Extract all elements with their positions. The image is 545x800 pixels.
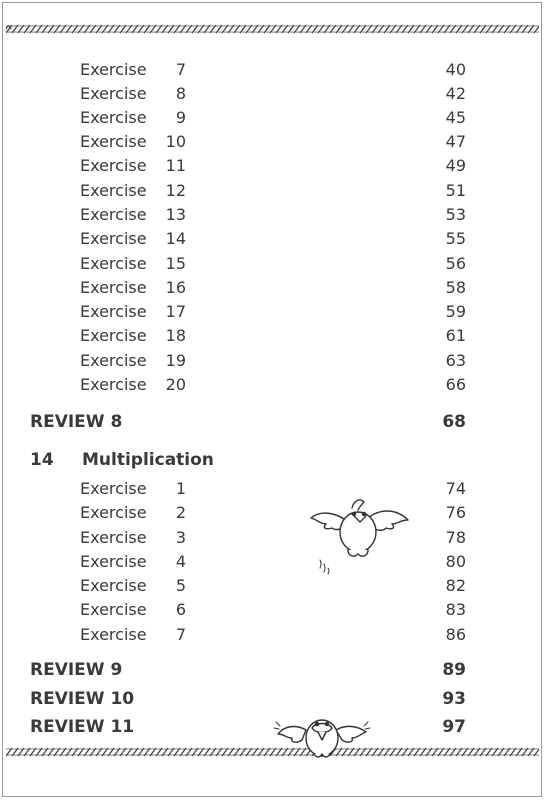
flying-bird-icon: [308, 494, 413, 584]
exercise-label: Exercise: [80, 503, 147, 522]
exercise-label: Exercise: [80, 600, 147, 619]
toc-row[interactable]: [0, 349, 545, 373]
exercise-number: 7: [175, 60, 186, 79]
page-number: 45: [445, 108, 466, 127]
exercise-number: 16: [165, 278, 186, 297]
exercise-label: Exercise: [80, 254, 147, 273]
page-number: 53: [445, 205, 466, 224]
exercise-label: Exercise: [80, 132, 147, 151]
exercise-number: 6: [175, 600, 186, 619]
toc-row[interactable]: [0, 574, 545, 598]
exercise-number: 14: [165, 229, 186, 248]
page-number: 55: [445, 229, 466, 248]
page-number: 51: [445, 181, 466, 200]
exercise-label: Exercise: [80, 302, 147, 321]
exercise-label: Exercise: [80, 60, 147, 79]
exercise-label: Exercise: [80, 205, 147, 224]
chapter-title: Multiplication: [82, 450, 214, 470]
exercise-label: Exercise: [80, 375, 147, 394]
review-title: REVIEW 8: [30, 412, 123, 432]
toc-row[interactable]: [0, 154, 545, 178]
chapter-number: 14: [30, 450, 54, 470]
toc-row[interactable]: [0, 252, 545, 276]
exercise-label: Exercise: [80, 156, 147, 175]
rope-border-top: [6, 22, 539, 36]
page-number: 76: [445, 503, 466, 522]
exercise-number: 4: [175, 552, 186, 571]
page-number: 42: [445, 84, 466, 103]
exercise-number: 12: [165, 181, 186, 200]
toc-row[interactable]: [0, 526, 545, 550]
toc-row[interactable]: [0, 324, 545, 348]
toc-row[interactable]: [0, 598, 545, 622]
page-number: 63: [445, 351, 466, 370]
review-title: REVIEW 11: [30, 717, 135, 737]
page-number: 58: [445, 278, 466, 297]
exercise-number: 18: [165, 326, 186, 345]
page-number: 59: [445, 302, 466, 321]
review-title: REVIEW 10: [30, 689, 135, 709]
exercise-number: 19: [165, 351, 186, 370]
toc-row[interactable]: [0, 300, 545, 324]
exercise-number: 9: [175, 108, 186, 127]
exercise-number: 5: [175, 576, 186, 595]
page-number: 47: [445, 132, 466, 151]
exercise-label: Exercise: [80, 552, 147, 571]
toc-row[interactable]: [0, 550, 545, 574]
page-number: 68: [442, 412, 466, 432]
exercise-label: Exercise: [80, 108, 147, 127]
review-title: REVIEW 9: [30, 660, 123, 680]
toc-row[interactable]: [0, 58, 545, 82]
review-row[interactable]: [0, 659, 545, 683]
toc-row[interactable]: [0, 501, 545, 525]
toc-row[interactable]: [0, 373, 545, 397]
toc-row[interactable]: [0, 477, 545, 501]
exercise-number: 3: [175, 528, 186, 547]
page-number: 78: [445, 528, 466, 547]
review-row[interactable]: [0, 411, 545, 435]
exercise-label: Exercise: [80, 229, 147, 248]
toc-row[interactable]: [0, 179, 545, 203]
exercise-number: 10: [165, 132, 186, 151]
toc-row[interactable]: [0, 623, 545, 647]
chapter-heading[interactable]: [0, 449, 545, 473]
page-number: 93: [442, 689, 466, 709]
exercise-label: Exercise: [80, 576, 147, 595]
page-number: 82: [445, 576, 466, 595]
toc-row[interactable]: [0, 106, 545, 130]
exercise-number: 17: [165, 302, 186, 321]
exercise-label: Exercise: [80, 278, 147, 297]
exercise-number: 1: [175, 479, 186, 498]
page-number: 40: [445, 60, 466, 79]
exercise-number: 13: [165, 205, 186, 224]
exercise-number: 8: [175, 84, 186, 103]
page-number: 56: [445, 254, 466, 273]
toc-row[interactable]: [0, 227, 545, 251]
toc-row[interactable]: [0, 82, 545, 106]
page-number: 49: [445, 156, 466, 175]
exercise-label: Exercise: [80, 528, 147, 547]
toc-row[interactable]: [0, 276, 545, 300]
page-number: 97: [442, 717, 466, 737]
page-number: 89: [442, 660, 466, 680]
exercise-number: 2: [175, 503, 186, 522]
toc-row[interactable]: [0, 203, 545, 227]
exercise-number: 7: [175, 625, 186, 644]
exercise-label: Exercise: [80, 351, 147, 370]
page-number: 66: [445, 375, 466, 394]
toc-row[interactable]: [0, 130, 545, 154]
exercise-number: 15: [165, 254, 186, 273]
page-number: 80: [445, 552, 466, 571]
perched-bird-icon: [272, 708, 372, 768]
page-number: 74: [445, 479, 466, 498]
page-number: 61: [445, 326, 466, 345]
exercise-label: Exercise: [80, 326, 147, 345]
page-number: 83: [445, 600, 466, 619]
exercise-number: 20: [165, 375, 186, 394]
exercise-label: Exercise: [80, 181, 147, 200]
page-number: 86: [445, 625, 466, 644]
exercise-label: Exercise: [80, 479, 147, 498]
exercise-label: Exercise: [80, 625, 147, 644]
exercise-label: Exercise: [80, 84, 147, 103]
exercise-number: 11: [165, 156, 186, 175]
